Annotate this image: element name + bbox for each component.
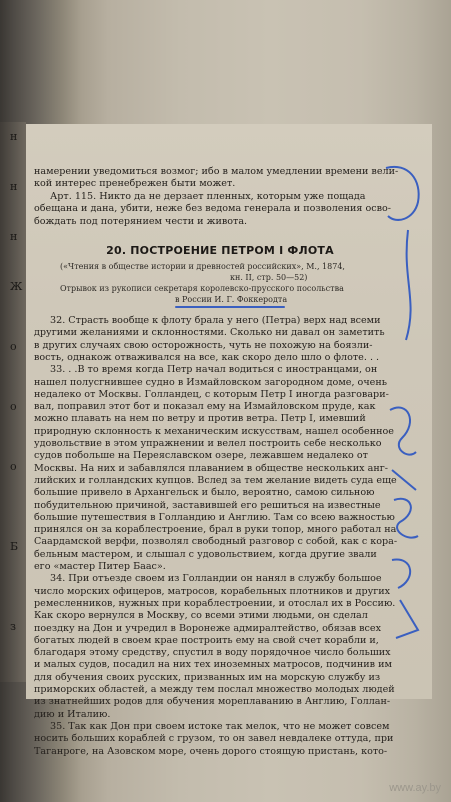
text-line: вость, однакож отваживался на все, как скоро дело шло о флоте. . . [34, 351, 380, 363]
source-citation: («Чтения в обществе истории и древностей российских», М., 1874, [60, 262, 345, 271]
left-edge-char: н [10, 230, 18, 243]
text-line: 32. Страсть вообще к флоту брала у него (Петра) верх над всеми [50, 315, 381, 326]
left-page-edge [0, 122, 26, 682]
text-line: из знатнейших родов для обучения мореплаванию в Англию, Голлан- [34, 696, 391, 708]
text-line: ремесленников, нужных при кораблестроении, и отослал их в Россию. [34, 597, 396, 609]
left-edge-char: Б [10, 540, 19, 553]
text-line: 33. . .В то время когда Петр начал водиться с иностранцами, он [50, 364, 378, 376]
text-line: принялся он за кораблестроение, брал в руки топор, много работал на [34, 524, 397, 536]
text-line: дию и Италию. [34, 708, 111, 720]
text-line: намерении уведомиться возмог; ибо в малом умедлении времени вели- [34, 166, 399, 177]
left-edge-char: о [10, 400, 17, 413]
text-line: судов побольше на Переяславском озере, лежавшем недалеко от [34, 450, 368, 462]
source-excerpt-author: в России И. Г. Фоккеродта [175, 295, 288, 304]
watermark-text: www.ay.by [389, 782, 441, 794]
text-line: Москвы. На них и забавлялся плаванием в обществе нескольких анг- [34, 462, 388, 474]
text-line: 35. Так как Дон при своем истоке так мелок, что не может совсем [50, 720, 390, 732]
text-line: в других случаях свою осторожность, чуть не похожую на боязли- [34, 339, 373, 351]
text-line: недалеко от Москвы. Голландец, с которым Петр I иногда разговари- [34, 388, 389, 400]
text-line: и малых судов, посадил на них тех иноземных матросов, подчинив им [34, 659, 392, 671]
left-edge-char: з [10, 620, 16, 633]
handwritten-annotation [378, 160, 428, 670]
left-edge-char: Ж [10, 280, 23, 293]
text-line: благодаря этому средству, спустил в воду порядочное число больших [34, 647, 391, 659]
text-line: другими желаниями и склонностями. Сколько ни давал он заметить [34, 327, 385, 339]
text-line: обещана и дана, убити, неже без ведома генерала и позволения осво- [34, 203, 392, 214]
text-line: большие привело в Архангельск и было, вероятно, самою сильною [34, 487, 375, 499]
left-edge-char: о [10, 340, 17, 353]
left-edge-char: н [10, 180, 18, 193]
source-excerpt-note: Отрывок из рукописи секретаря королевско-прусского посольства [60, 284, 344, 293]
text-line: Как скоро вернулся в Москву, со всеми этими людьми, он сделал [34, 610, 368, 622]
text-line: вал, поправил этот бот и показал ему на Измайловском пруде, как [34, 401, 376, 413]
text-line: поездку на Дон и учредил в Воронеже адмиралтейство, обязав всех [34, 622, 382, 634]
text-line: большие путешествия в Голландию и Англию. Там со всею важностью [34, 511, 395, 523]
text-line: кой интерес пренебрежен быти может. [34, 178, 236, 189]
text-line: его «мастер Питер Баас». [34, 561, 166, 572]
left-edge-char: н [10, 130, 18, 143]
left-edge-char: о [10, 460, 17, 473]
text-line: Таганроге, на Азовском море, очень дорого стоящую пристань, кото- [34, 745, 388, 757]
text-line: бельным мастером, и слышал с удовольствием, когда другие звали [34, 548, 377, 560]
text-line: Саардамской верфи, позволял свободный разговор с собой, как с кора- [34, 536, 398, 548]
text-line: нашел полусгнившее судно в Измайловском загородном доме, очень [34, 376, 387, 388]
text-line: число морских офицеров, матросов, корабельных плотников и других [34, 585, 391, 597]
handwritten-underline [175, 306, 285, 308]
source-citation: кн. II, стр. 50—52) [230, 273, 308, 282]
text-line: Арт. 115. Никто да не дерзает пленных, которым уже пощада [50, 191, 366, 202]
text-line: удовольствие в этом упражнении и велел построить себе несколько [34, 438, 382, 449]
pen-scribble-icon [378, 160, 428, 670]
text-line: бождать под потерянием чести и живота. [34, 216, 248, 227]
text-line: для обучения своих русских, призванных им на морскую службу из [34, 671, 381, 683]
text-line: можно плавать на нем по ветру и против ветра. Петр I, имевший [34, 413, 366, 425]
text-line: 34. При отъезде своем из Голландии он нанял в службу большое [50, 573, 382, 585]
text-line: лийских и голландских купцов. Вслед за тем желание видеть суда еще [34, 474, 397, 486]
text-line: приморских областей, а между тем послал множество молодых людей [34, 684, 395, 695]
text-line: природную склонность к механическим искусствам, нашел особенное [34, 425, 394, 437]
section-heading: 20. ПОСТРОЕНИЕ ПЕТРОМ I ФЛОТА [106, 244, 334, 257]
text-line: богатых людей в своем крае построить ему на свой счет корабли и, [34, 634, 379, 646]
text-line: носить больших кораблей с грузом, то он завел невдалеке оттуда, при [34, 733, 394, 745]
text-line: побудительною причиной, заставившей его решиться на известные [34, 499, 381, 511]
